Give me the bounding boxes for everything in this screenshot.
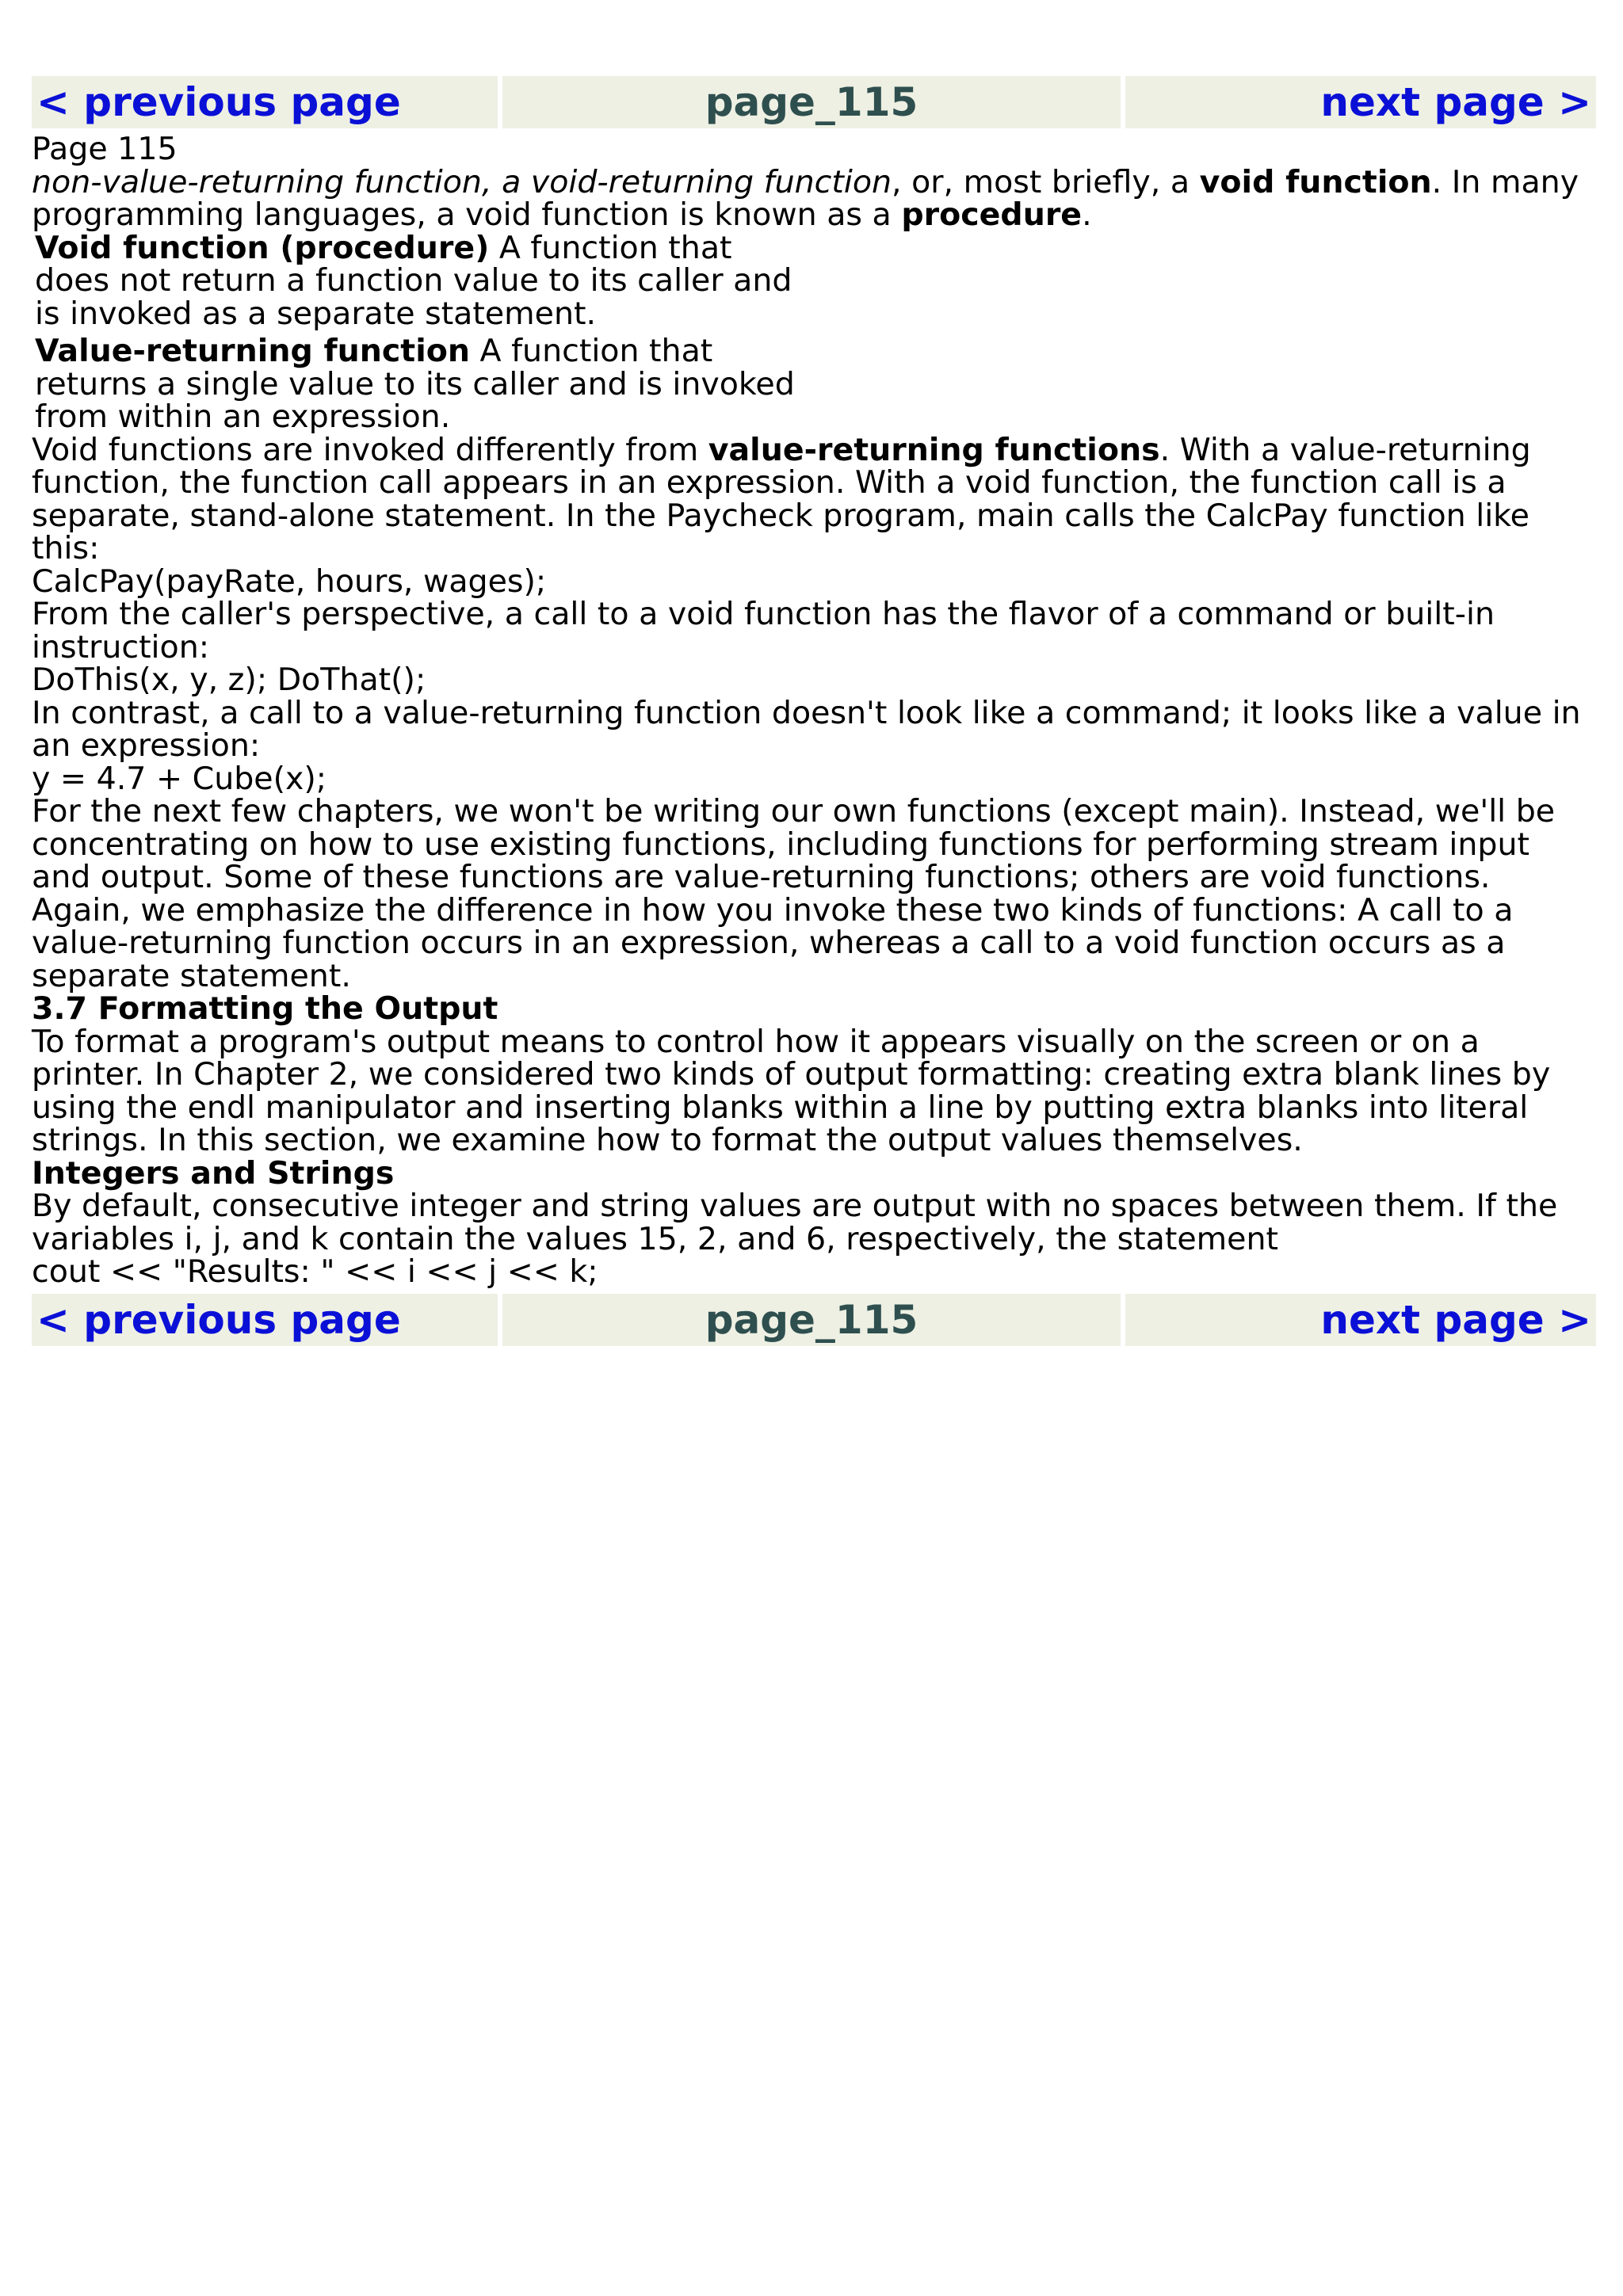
paragraph-contrast: In contrast, a call to a value-returning function doesn't look like a command; it looks like a value in an expression: bbox=[32, 694, 1581, 764]
page-content bbox=[32, 128, 1596, 1294]
next-page-link[interactable]: next page > bbox=[1125, 76, 1596, 128]
definition-text: A function that does not return a function value to its caller and is invoked as a separate statement. bbox=[35, 229, 792, 332]
paragraph-text: Void functions are invoked differently from bbox=[32, 431, 708, 468]
subsection-heading-integers-strings: Integers and Strings bbox=[32, 1154, 395, 1192]
definition-void-function bbox=[32, 229, 812, 332]
paragraph-default-output: By default, consecutive integer and string values are output with no spaces between them. If the variables i, j, and k contain the values 15, 2, and 6, respectively, the statement bbox=[32, 1188, 1558, 1257]
code-line-dothis: DoThis(x, y, z); DoThat(); bbox=[32, 662, 426, 698]
code-line-cube: y = 4.7 + Cube(x); bbox=[32, 760, 327, 797]
previous-page-link[interactable]: < previous page bbox=[32, 1294, 498, 1346]
code-line-calcpay: CalcPay(payRate, hours, wages); bbox=[32, 563, 547, 600]
intro-paragraph bbox=[32, 163, 1596, 233]
paragraph-next-chapters: For the next few chapters, we won't be writing our own functions (except main). Instead, we'll be concentrating on how to use existing functions, including functions for performing stream input and output. Some of these functions are value-returning functions; others are void functions. Again, we emphasize the difference in how you invoke these two kinds of functions: A call to a value-returning function occurs in an expression, whereas a call to a void function occurs as a separate statement. bbox=[32, 793, 1556, 994]
definition-term: Value-returning function bbox=[35, 333, 470, 369]
definition-value-returning-function bbox=[32, 335, 812, 434]
next-page-link[interactable]: next page > bbox=[1125, 1294, 1596, 1346]
bottom-navigation-bar bbox=[32, 1294, 1596, 1346]
definition-text: A function that returns a single value to its caller and is invoked from within an expression. bbox=[35, 333, 795, 435]
document-page bbox=[32, 76, 1596, 1346]
section-heading-formatting-output: 3.7 Formatting the Output bbox=[32, 990, 498, 1027]
paragraph-format-output: To format a program's output means to control how it appears visually on the screen or on a printer. In Chapter 2, we considered two kinds of output formatting: creating extra blank lines by using the endl manipulator and inserting blanks within a line by putting extra blanks into literal strings. In this section, we examine how to format the output values themselves. bbox=[32, 1023, 1551, 1158]
paragraph-bold-term: value-returning functions bbox=[708, 431, 1160, 468]
intro-italic-term: non-value-returning function, a void-returning function bbox=[32, 163, 892, 200]
intro-text-2: . In many programming languages, a void function is known as a bbox=[32, 163, 1579, 233]
paragraph-caller-perspective: From the caller's perspective, a call to a void function has the flavor of a command or built-in instruction: bbox=[32, 596, 1495, 666]
intro-bold-procedure: procedure bbox=[901, 196, 1083, 233]
page-indicator: page_115 bbox=[502, 1294, 1121, 1346]
paragraph-text: . With a value-returning function, the function call appears in an expression. With a void function, the function call is a separate, stand-alone statement. In the Paycheck program, main calls the CalcPay function like this: bbox=[32, 431, 1531, 566]
definition-term: Void function (procedure) bbox=[35, 229, 490, 266]
paragraph-invocation bbox=[32, 431, 1596, 566]
intro-text-1: , or, most briefly, a bbox=[892, 163, 1200, 200]
page-indicator: page_115 bbox=[502, 76, 1121, 128]
previous-page-link[interactable]: < previous page bbox=[32, 76, 498, 128]
intro-bold-void-function: void function bbox=[1199, 163, 1432, 200]
page-number-line: Page 115 bbox=[32, 131, 178, 167]
code-line-cout: cout << "Results: " << i << j << k; bbox=[32, 1253, 598, 1290]
top-navigation-bar bbox=[32, 76, 1596, 128]
intro-text-3: . bbox=[1082, 196, 1092, 233]
